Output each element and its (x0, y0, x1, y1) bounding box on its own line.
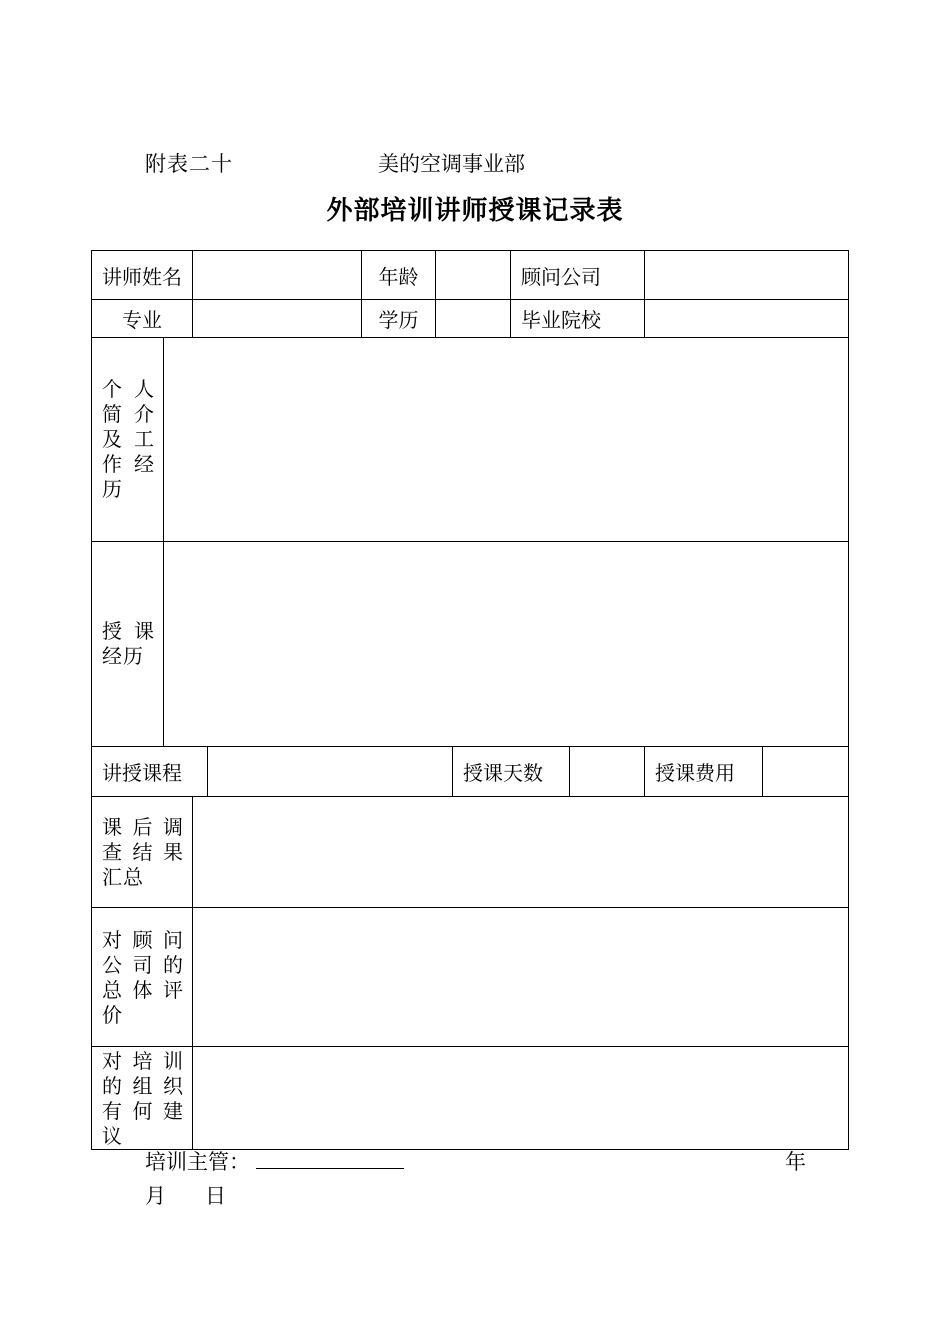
teaching-history-field[interactable] (164, 542, 849, 747)
major-label: 专业 (92, 300, 193, 338)
table-row (92, 251, 849, 300)
age-label: 年龄 (362, 251, 436, 300)
table-row (92, 542, 849, 747)
teaching-days-field[interactable] (570, 747, 645, 797)
supervisor-label: 培训主管： (145, 1150, 250, 1174)
course-field[interactable] (208, 747, 453, 797)
profile-label: 个人简介及工作经历 (92, 338, 164, 542)
course-label: 讲授课程 (92, 747, 208, 797)
teaching-days-label: 授课天数 (453, 747, 570, 797)
teaching-fee-field[interactable] (763, 747, 849, 797)
suggestion-label: 对培训的组织有何建议 (92, 1047, 193, 1150)
teaching-fee-label: 授课费用 (645, 747, 763, 797)
evaluation-label: 对顾问公司的总体评价 (92, 908, 193, 1047)
table-row (92, 1047, 849, 1150)
supervisor-signature-line[interactable] (256, 1148, 404, 1169)
lecturer-name-label: 讲师姓名 (92, 251, 193, 300)
education-field[interactable] (436, 300, 511, 338)
appendix-label: 附表二十 (145, 152, 233, 176)
school-label: 毕业院校 (511, 300, 645, 338)
lecturer-name-field[interactable] (193, 251, 362, 300)
survey-summary-field[interactable] (193, 797, 849, 908)
record-form-table (91, 250, 849, 1150)
supervisor-signature (145, 1146, 404, 1176)
table-row (92, 908, 849, 1047)
table-row (92, 797, 849, 908)
consultant-company-field[interactable] (645, 251, 849, 300)
suggestion-field[interactable] (193, 1047, 849, 1150)
school-field[interactable] (645, 300, 849, 338)
survey-summary-label: 课后调查结果汇总 (92, 797, 193, 908)
company-name: 美的空调事业部 (378, 152, 525, 176)
page-title: 外部培训讲师授课记录表 (326, 196, 624, 226)
month-label: 月 (145, 1184, 166, 1208)
table-row (92, 338, 849, 542)
consultant-company-label: 顾问公司 (511, 251, 645, 300)
age-field[interactable] (436, 251, 511, 300)
evaluation-field[interactable] (193, 908, 849, 1047)
education-label: 学历 (362, 300, 436, 338)
year-label: 年 (785, 1150, 806, 1174)
table-row (92, 300, 849, 338)
major-field[interactable] (193, 300, 362, 338)
teaching-history-label: 授课经历 (92, 542, 164, 747)
day-label: 日 (205, 1184, 226, 1208)
profile-field[interactable] (164, 338, 849, 542)
table-row (92, 747, 849, 797)
